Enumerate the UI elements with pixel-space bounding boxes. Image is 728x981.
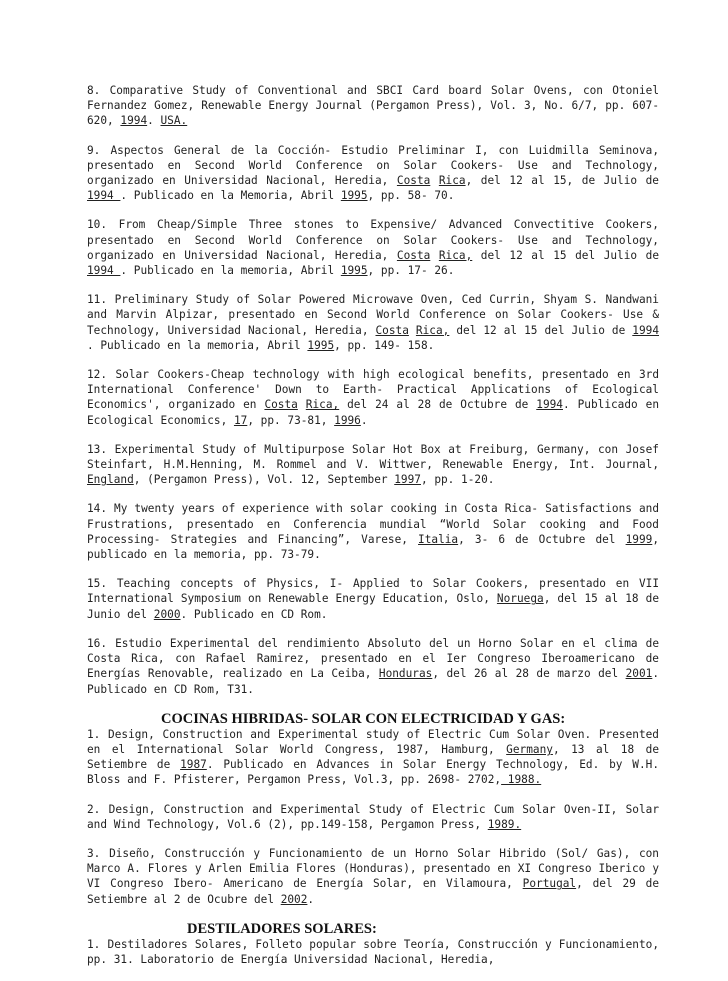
entry-text: , 13 al 18 de Setiembre de: [87, 742, 659, 772]
underlined-text: 1994: [87, 189, 121, 203]
underlined-text: 17: [233, 413, 248, 427]
entry-text: [409, 324, 416, 337]
publication-entry: [87, 143, 659, 204]
entry-text: 14. My twenty years of experience with solar cooking in Costa Rica- Satisfactions and Frustrations, presentado en Conferencia mundial “World Solar cooking and Food Processing- Strategies and Financing”, Varese,: [87, 502, 659, 546]
entry-text: del 12 al 15 del Julio de: [472, 248, 659, 262]
underlined-text: Portugal: [522, 877, 577, 891]
entry-text: 12. Solar Cookers-Cheap technology with high ecological benefits, presentado en 3rd International Conference' Down to Earth- Practical Applications of Ecological Economics', organizado en: [87, 368, 659, 412]
underlined-text: Germany: [506, 742, 553, 756]
entry-text: . Publicado en la Memoria, Abril: [120, 189, 341, 203]
entry-text: 13. Experimental Study of Multipurpose Solar Hot Box at Freiburg, Germany, con Josef Steinfart, H.M.Henning, M. Rommel and V. Wittwer, Renewable Energy, Int. Journal,: [87, 442, 659, 472]
entry-text: .: [307, 892, 315, 906]
entry-text: .: [360, 413, 368, 427]
publication-entry: [87, 442, 659, 488]
underlined-text: England: [87, 473, 134, 487]
underlined-text: 1994: [632, 323, 659, 337]
publication-entry: [87, 937, 659, 967]
underlined-text: Honduras: [378, 667, 433, 681]
publication-entry: [87, 367, 659, 428]
entry-text: . Publicado en Ecological Economics,: [87, 398, 660, 427]
underlined-text: Rica,: [305, 398, 340, 412]
entry-text: 1. Destiladores Solares, Folleto popular sobre Teoría, Construcción y Funcionamiento, pp. 31. Laboratorio de Energía Universidad Nacional, Heredia,: [87, 937, 659, 966]
underlined-text: 1995: [340, 264, 368, 278]
entry-text: 2. Design, Construction and Experimental Study of Electric Cum Solar Oven-II, Solar and Wind Technology, Vol.6 (2), pp.149-158, Pergamon Press,: [87, 802, 659, 831]
publication-entry: [87, 802, 659, 832]
entry-text: , pp. 17- 26.: [367, 264, 455, 278]
entry-text: del 24 al 28 de Octubre de: [339, 398, 537, 412]
underlined-text: 2002: [280, 892, 308, 906]
entry-text: , del 15 al 18 de Junio del: [87, 592, 660, 621]
publication-entry: [87, 292, 659, 353]
publication-entry: [87, 727, 659, 788]
entry-text: 11. Preliminary Study of Solar Powered Microwave Oven, Ced Currin, Shyam S. Nandwani and Marvin Alpizar, presentado en Second World Conference on Solar Cookers- Use & Technology, Universidad Nacional, Heredia,: [87, 293, 659, 337]
underlined-text: Rica,: [438, 248, 473, 262]
document-page: [87, 83, 659, 981]
underlined-text: Costa: [396, 248, 431, 262]
entry-text: . Publicado en CD Rom.: [180, 607, 328, 621]
entry-text: 8. Comparative Study of Conventional and SBCI Card board Solar Ovens, con Otoniel Fernandez Gomez, Renewable Energy Journal (Pergamon Press), Vol. 3, No. 6/7, pp. 607- 620,: [87, 84, 659, 128]
underlined-text: 2001: [625, 667, 653, 681]
entry-text: 3. Diseño, Construcción y Funcionamiento de un Horno Solar Hibrido (Sol/ Gas), con Marco A. Flores y Arlen Emilia Flores (Honduras), presentado en XI Congreso Iberico y VI Congreso Ibero- Americano de Energía Solar, en Vilamoura,: [87, 846, 659, 891]
entry-text: [430, 174, 439, 187]
entry-text: . Publicado en Advances in Solar Energy Technology, Ed. by W.H. Bloss and F. Pfisterer, Pergamon Press, Vol.3, pp. 2698- 2702,: [87, 758, 659, 787]
entry-text: , publicado en la memoria, pp. 73-79.: [87, 532, 659, 562]
underlined-text: 1996: [334, 413, 361, 427]
underlined-text: Costa: [396, 174, 431, 188]
publication-entry: [87, 636, 659, 697]
underlined-text: Noruega: [496, 592, 544, 606]
publication-entry: [87, 83, 659, 129]
entry-text: , del 29 de Setiembre al 2 de Ocubre del: [87, 877, 659, 906]
section-heading-hybrid-cookers: COCINAS HIBRIDAS- SOLAR CON ELECTRICIDAD Y GAS:: [161, 710, 566, 727]
publication-entry: [87, 501, 659, 562]
publication-entry: [87, 846, 659, 907]
publication-list-solar-cookers: [87, 83, 659, 697]
underlined-text: Italia: [418, 532, 459, 546]
underlined-text: 1995: [340, 189, 368, 203]
entry-text: del 12 al 15 del Julio de: [449, 323, 633, 337]
underlined-text: 1994: [536, 398, 563, 412]
underlined-text: Costa: [375, 323, 409, 337]
underlined-text: 1988.: [501, 773, 542, 787]
underlined-text: Costa: [264, 398, 298, 412]
entry-text: , pp. 1-20.: [420, 473, 495, 487]
entry-text: . Publicado en CD Rom, T31.: [87, 667, 659, 696]
entry-text: 16. Estudio Experimental del rendimiento Absoluto del un Horno Solar en el clima de Costa Rica, con Rafael Ramirez, presentado en el Ier Congreso Iberoamericano de Energías Renovable, realizado en La Ceiba,: [87, 636, 659, 681]
underlined-text: Rica,: [415, 323, 450, 337]
publication-entry: [87, 576, 659, 622]
underlined-text: 1987: [180, 758, 207, 772]
underlined-text: Rica: [438, 174, 466, 188]
entry-text: 10. From Cheap/Simple Three stones to Expensive/ Advanced Convectitive Cookers, presentado en Second World Conference on Solar Cookers- Use and Technology, organizado en Universidad Nacional, Heredia,: [87, 218, 659, 262]
entry-text: [298, 398, 306, 411]
entry-text: , pp. 149- 158.: [334, 338, 435, 352]
entry-text: , pp. 58- 70.: [367, 189, 455, 203]
underlined-text: 1999: [625, 532, 653, 546]
entry-text: . Publicado en la memoria, Abril: [87, 338, 308, 352]
entry-text: 9. Aspectos General de la Cocción- Estudio Preliminar I, con Luidmilla Seminova, presentado en Second World Conference on Solar Cookers- Use and Technology, organizado en Universidad Nacional, Heredia,: [87, 143, 659, 188]
entry-text: , del 12 al 15, de Julio de: [465, 174, 659, 188]
publication-list-hybrid-cookers: [87, 727, 659, 907]
entry-text: , (Pergamon Press), Vol. 12, September: [133, 473, 395, 487]
section-heading-solar-stills: DESTILADORES SOLARES:: [187, 920, 377, 937]
underlined-text: USA.: [160, 114, 188, 128]
underlined-text: 1995: [307, 338, 335, 352]
underlined-text: 1989.: [487, 817, 522, 831]
entry-text: , pp. 73-81,: [247, 413, 335, 427]
entry-text: , del 26 al 28 de marzo del: [432, 667, 626, 681]
entry-text: .: [147, 114, 161, 128]
underlined-text: 2000: [153, 607, 181, 621]
entry-text: [430, 249, 439, 262]
publication-entry: [87, 217, 659, 278]
underlined-text: 1994: [120, 114, 148, 128]
underlined-text: 1994: [87, 264, 121, 278]
entry-text: 1. Design, Construction and Experimental study of Electric Cum Solar Oven. Presented en el International Solar World Congress, 1987, Hamburg,: [87, 727, 659, 756]
entry-text: 15. Teaching concepts of Physics, I- Applied to Solar Cookers, presentado en VII International Symposium on Renewable Energy Education, Oslo,: [87, 577, 659, 606]
entry-text: . Publicado en la memoria, Abril: [120, 264, 341, 278]
underlined-text: 1997: [394, 473, 421, 487]
publication-list-solar-stills: [87, 937, 659, 967]
entry-text: , 3- 6 de Octubre del: [458, 532, 626, 546]
